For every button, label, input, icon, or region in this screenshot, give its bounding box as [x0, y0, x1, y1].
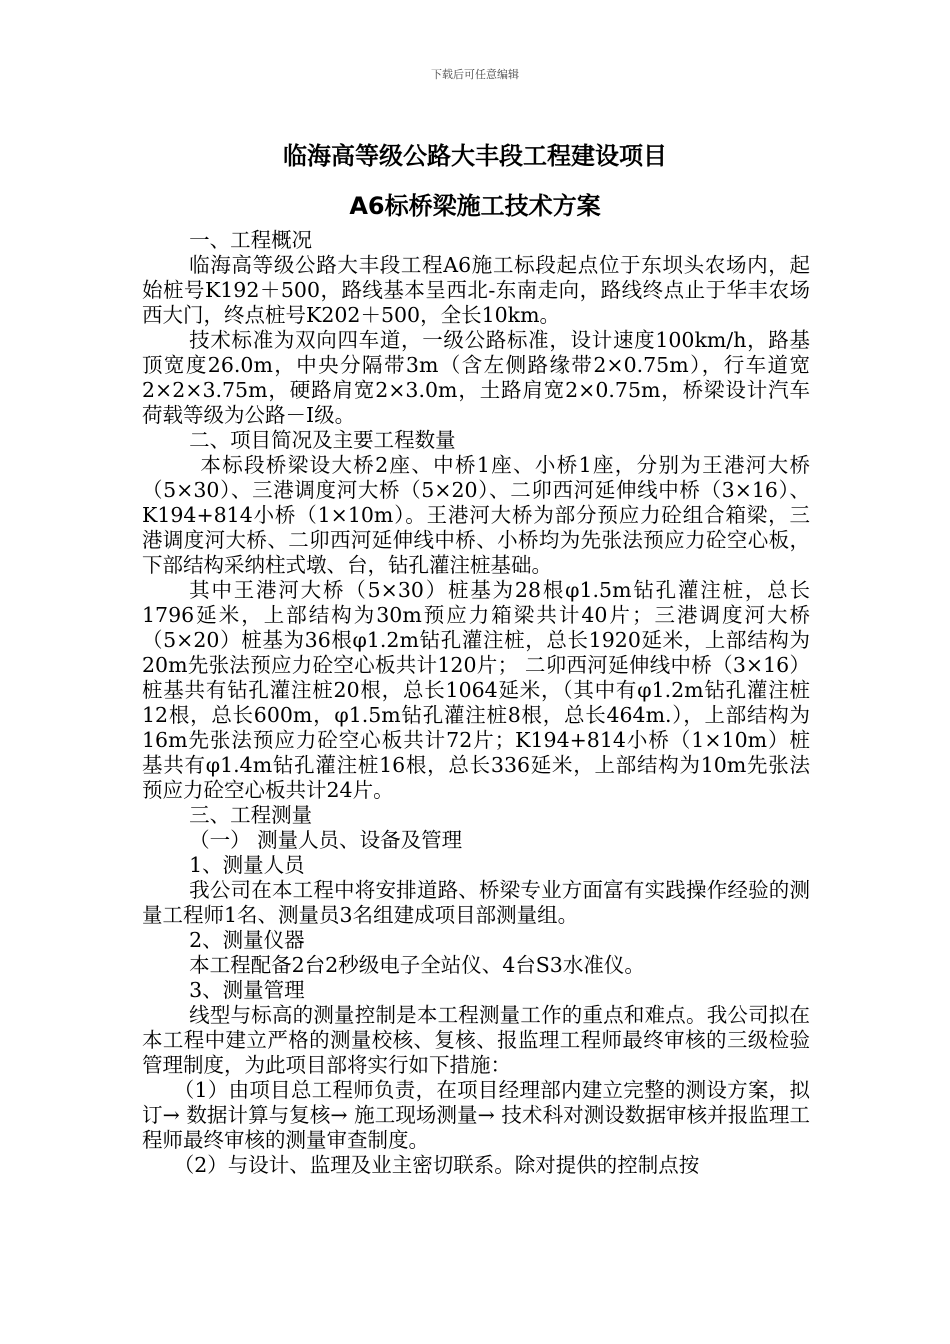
paragraph: 技术标准为双向四车道，一级公路标准，设计速度100km/h，路基顶宽度26.0m，中央分隔带3m（含左侧路缘带2×0.75m），行车道宽2×2×3.75m，硬路肩宽2×3.0m，土路肩宽2×0.75m，桥梁设计汽车荷载等级为公路－I级。: [142, 328, 810, 427]
document-subtitle: A6标桥梁施工技术方案: [349, 192, 601, 220]
paragraph: 线型与标高的测量控制是本工程测量工作的重点和难点。我公司拟在本工程中建立严格的测量校核、复核、报监理工程师最终审核的三级检验管理制度，为此项目部将实行如下措施：: [142, 1003, 810, 1077]
document-body: [142, 228, 810, 1178]
measure-item: （2）与设计、监理及业主密切联系。除对提供的控制点按: [173, 1153, 700, 1177]
header-note: 下载后可任意编辑: [431, 68, 519, 81]
item-heading: 2、测量仪器: [189, 928, 305, 952]
item-heading: 3、测量管理: [189, 978, 305, 1002]
subsection-heading: （一） 测量人员、设备及管理: [189, 828, 463, 852]
paragraph: 临海高等级公路大丰段工程A6施工标段起点位于东坝头农场内，起始桩号K192＋500，路线基本呈西北-东南走向，路线终点止于华丰农场西大门，终点桩号K202＋500，全长10km。: [142, 253, 810, 327]
paragraph: 本标段桥梁设大桥2座、中桥1座、小桥1座，分别为王港河大桥（5×30）、三港调度河大桥（5×20）、二卯西河延伸线中桥（3×16）、K194+814小桥（1×10m）。王港河大桥为部分预应力砼组合箱梁，三港调度河大桥、二卯西河延伸线中桥、小桥均为先张法预应力砼空心板，下部结构采纳柱式墩、台，钻孔灌注桩基础。: [142, 453, 810, 577]
item-heading: 1、测量人员: [189, 853, 305, 877]
document-title: 临海高等级公路大丰段工程建设项目: [283, 142, 667, 170]
paragraph: 本工程配备2台2秒级电子全站仪、4台S3水准仪。: [189, 953, 645, 977]
section-heading-3: 三、工程测量: [189, 803, 313, 827]
paragraph: 我公司在本工程中将安排道路、桥梁专业方面富有实践操作经验的测量工程师1名、测量员3名组建成项目部测量组。: [142, 878, 810, 927]
paragraph: 其中王港河大桥（5×30）桩基为28根φ1.5m钻孔灌注桩，总长1796延米，上部结构为30m预应力箱梁共计40片；三港调度河大桥（5×20）桩基为36根φ1.2m钻孔灌注桩，总长1920延米，上部结构为20m先张法预应力砼空心板共计120片； 二卯西河延伸线中桥（3×16）桩基共有钻孔灌注桩20根，总长1064延米，（其中有φ1.2m钻孔灌注桩12根，总长600m，φ1.5m钻孔灌注桩8根，总长464m.），上部结构为16m先张法预应力砼空心板共计72片；K194+814小桥（1×10m）桩基共有φ1.4m钻孔灌注桩16根，总长336延米，上部结构为10m先张法预应力砼空心板共计24片。: [142, 578, 810, 802]
section-heading-2: 二、项目简况及主要工程数量: [189, 428, 456, 452]
section-heading-1: 一、工程概况: [189, 228, 313, 252]
measure-item: （1）由项目总工程师负责，在项目经理部内建立完整的测设方案，拟订→ 数据计算与复核→ 施工现场测量→ 技术科对测设数据审核并报监理工程师最终审核的测量审查制度。: [142, 1078, 810, 1152]
